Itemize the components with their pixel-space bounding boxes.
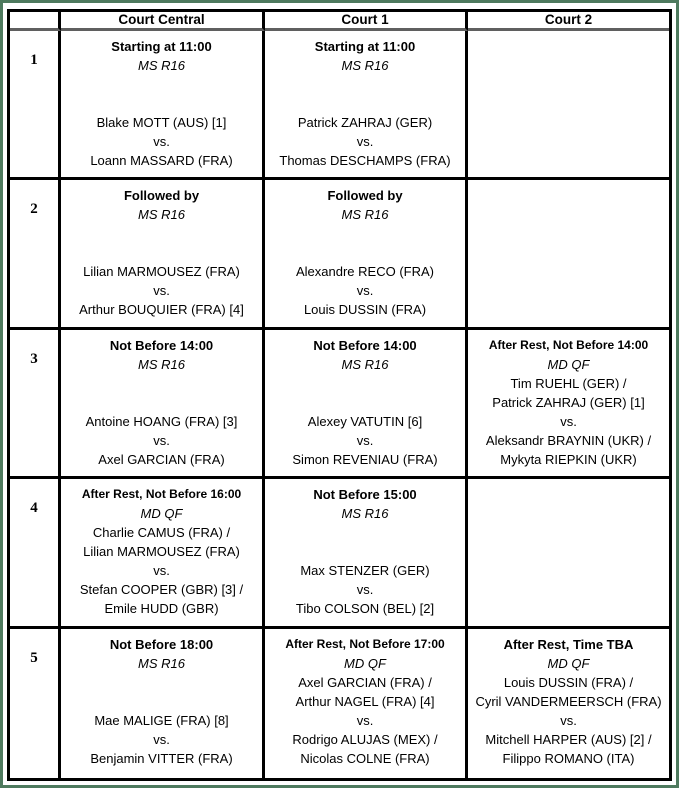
match-cell-r5-court-2 <box>468 629 669 778</box>
player-line: Emile HUDD (GBR) <box>104 601 219 617</box>
player-line: Arthur NAGEL (FRA) [4] <box>295 693 435 709</box>
round-label: MD QF <box>547 356 590 372</box>
match-cell-r4-court-central <box>61 479 265 628</box>
match-cell-r2-court-1 <box>265 180 468 329</box>
spacer <box>61 75 262 113</box>
spacer <box>265 75 465 113</box>
time-note: Not Before 15:00 <box>313 487 417 503</box>
match-cell-r4-court-2-empty <box>468 479 669 628</box>
spacer <box>265 224 465 262</box>
time-note: Not Before 14:00 <box>109 337 214 353</box>
player-line: Stefan COOPER (GBR) [3] / <box>79 582 244 598</box>
match-cell-r1-court-central <box>61 31 265 180</box>
time-note: Followed by <box>327 188 403 204</box>
spacer <box>61 224 262 262</box>
player-line: Patrick ZAHRAJ (GER) <box>297 115 433 130</box>
match-cell-r3-court-2 <box>468 330 669 479</box>
vs-label: vs. <box>153 432 170 448</box>
player-line: Mitchell HARPER (AUS) [2] / <box>485 731 652 747</box>
row-number: 1 <box>10 31 61 180</box>
row-number: 5 <box>10 629 61 778</box>
header-court-2: Court 2 <box>468 12 669 31</box>
round-label: MS R16 <box>138 655 185 671</box>
player-line: Louis DUSSIN (FRA) <box>303 302 427 318</box>
round-label: MS R16 <box>341 356 389 372</box>
player-line: Axel GARCIAN (FRA) <box>98 451 225 467</box>
vs-label: vs. <box>356 134 374 149</box>
player-line: Axel GARCIAN (FRA) / <box>298 674 432 690</box>
player-line: Filippo ROMANO (ITA) <box>502 750 635 766</box>
match-cell-r1-court-1 <box>265 31 468 180</box>
round-label: MS R16 <box>138 356 185 372</box>
match-cell-r2-court-2-empty <box>468 180 669 329</box>
player-line: Patrick ZAHRAJ (GER) [1] <box>492 394 645 410</box>
player-line: Tim RUEHL (GER) / <box>510 375 627 391</box>
match-cell-r4-court-1 <box>265 479 468 628</box>
vs-label: vs. <box>153 731 170 747</box>
spacer <box>265 523 465 561</box>
player-line: Lilian MARMOUSEZ (FRA) <box>83 264 240 280</box>
vs-label: vs. <box>153 283 170 299</box>
header-court-1: Court 1 <box>265 12 468 31</box>
player-line: Max STENZER (GER) <box>300 563 430 579</box>
player-line: Charlie CAMUS (FRA) / <box>92 525 231 541</box>
round-label: MS R16 <box>138 58 185 73</box>
row-number: 3 <box>10 330 61 479</box>
player-line: Simon REVENIAU (FRA) <box>292 451 438 467</box>
vs-label: vs. <box>356 712 374 728</box>
round-label: MS R16 <box>341 207 389 223</box>
spacer <box>61 673 262 711</box>
player-line: Louis DUSSIN (FRA) / <box>503 674 634 690</box>
time-note: Starting at 11:00 <box>314 39 416 54</box>
vs-label: vs. <box>153 134 170 149</box>
vs-label: vs. <box>153 563 170 579</box>
player-line: Cyril VANDERMEERSCH (FRA) <box>475 693 662 709</box>
time-note: After Rest, Time TBA <box>503 636 634 652</box>
player-line: Arthur BOUQUIER (FRA) [4] <box>79 302 244 318</box>
round-label: MD QF <box>140 506 183 522</box>
match-cell-r5-court-central <box>61 629 265 778</box>
player-line: Alexandre RECO (FRA) <box>296 264 434 280</box>
round-label: MD QF <box>344 655 386 671</box>
match-cell-r1-court-2-empty <box>468 31 669 180</box>
time-note: After Rest, Not Before 17:00 <box>285 636 445 651</box>
round-label: MD QF <box>547 655 590 671</box>
round-label: MS R16 <box>341 506 389 522</box>
vs-label: vs. <box>560 413 577 429</box>
time-note: Not Before 18:00 <box>109 636 214 652</box>
player-line: Alexey VATUTIN [6] <box>307 413 423 429</box>
time-note: Not Before 14:00 <box>313 337 417 353</box>
spacer <box>61 374 262 412</box>
player-line: Lilian MARMOUSEZ (FRA) <box>83 544 240 560</box>
vs-label: vs. <box>356 582 374 598</box>
vs-label: vs. <box>356 432 374 448</box>
player-line: Antoine HOANG (FRA) [3] <box>85 413 238 429</box>
match-cell-r3-court-central <box>61 330 265 479</box>
match-cell-r2-court-central <box>61 180 265 329</box>
player-line: Thomas DESCHAMPS (FRA) <box>279 153 451 168</box>
vs-label: vs. <box>560 712 577 728</box>
time-note: After Rest, Not Before 16:00 <box>81 487 242 502</box>
time-note: Followed by <box>123 188 200 204</box>
player-line: Rodrigo ALUJAS (MEX) / <box>292 731 438 747</box>
player-line: Mykyta RIEPKIN (UKR) <box>500 451 637 467</box>
player-line: Loann MASSARD (FRA) <box>90 153 233 168</box>
player-line: Aleksandr BRAYNIN (UKR) / <box>485 432 652 448</box>
round-label: MS R16 <box>341 58 389 73</box>
round-label: MS R16 <box>138 207 185 223</box>
player-line: Blake MOTT (AUS) [1] <box>96 115 227 130</box>
header-corner-cell <box>10 12 61 31</box>
time-note: After Rest, Not Before 14:00 <box>488 337 649 352</box>
player-line: Tibo COLSON (BEL) [2] <box>295 601 435 617</box>
player-line: Nicolas COLNE (FRA) <box>300 750 430 766</box>
match-cell-r5-court-1 <box>265 629 468 778</box>
vs-label: vs. <box>356 283 374 299</box>
order-of-play-table <box>7 9 672 781</box>
player-line: Benjamin VITTER (FRA) <box>90 750 233 766</box>
player-line: Mae MALIGE (FRA) [8] <box>94 712 229 728</box>
header-court-central: Court Central <box>61 12 265 31</box>
row-number: 2 <box>10 180 61 329</box>
spacer <box>265 374 465 412</box>
row-number: 4 <box>10 479 61 628</box>
match-cell-r3-court-1 <box>265 330 468 479</box>
time-note: Starting at 11:00 <box>111 39 212 54</box>
